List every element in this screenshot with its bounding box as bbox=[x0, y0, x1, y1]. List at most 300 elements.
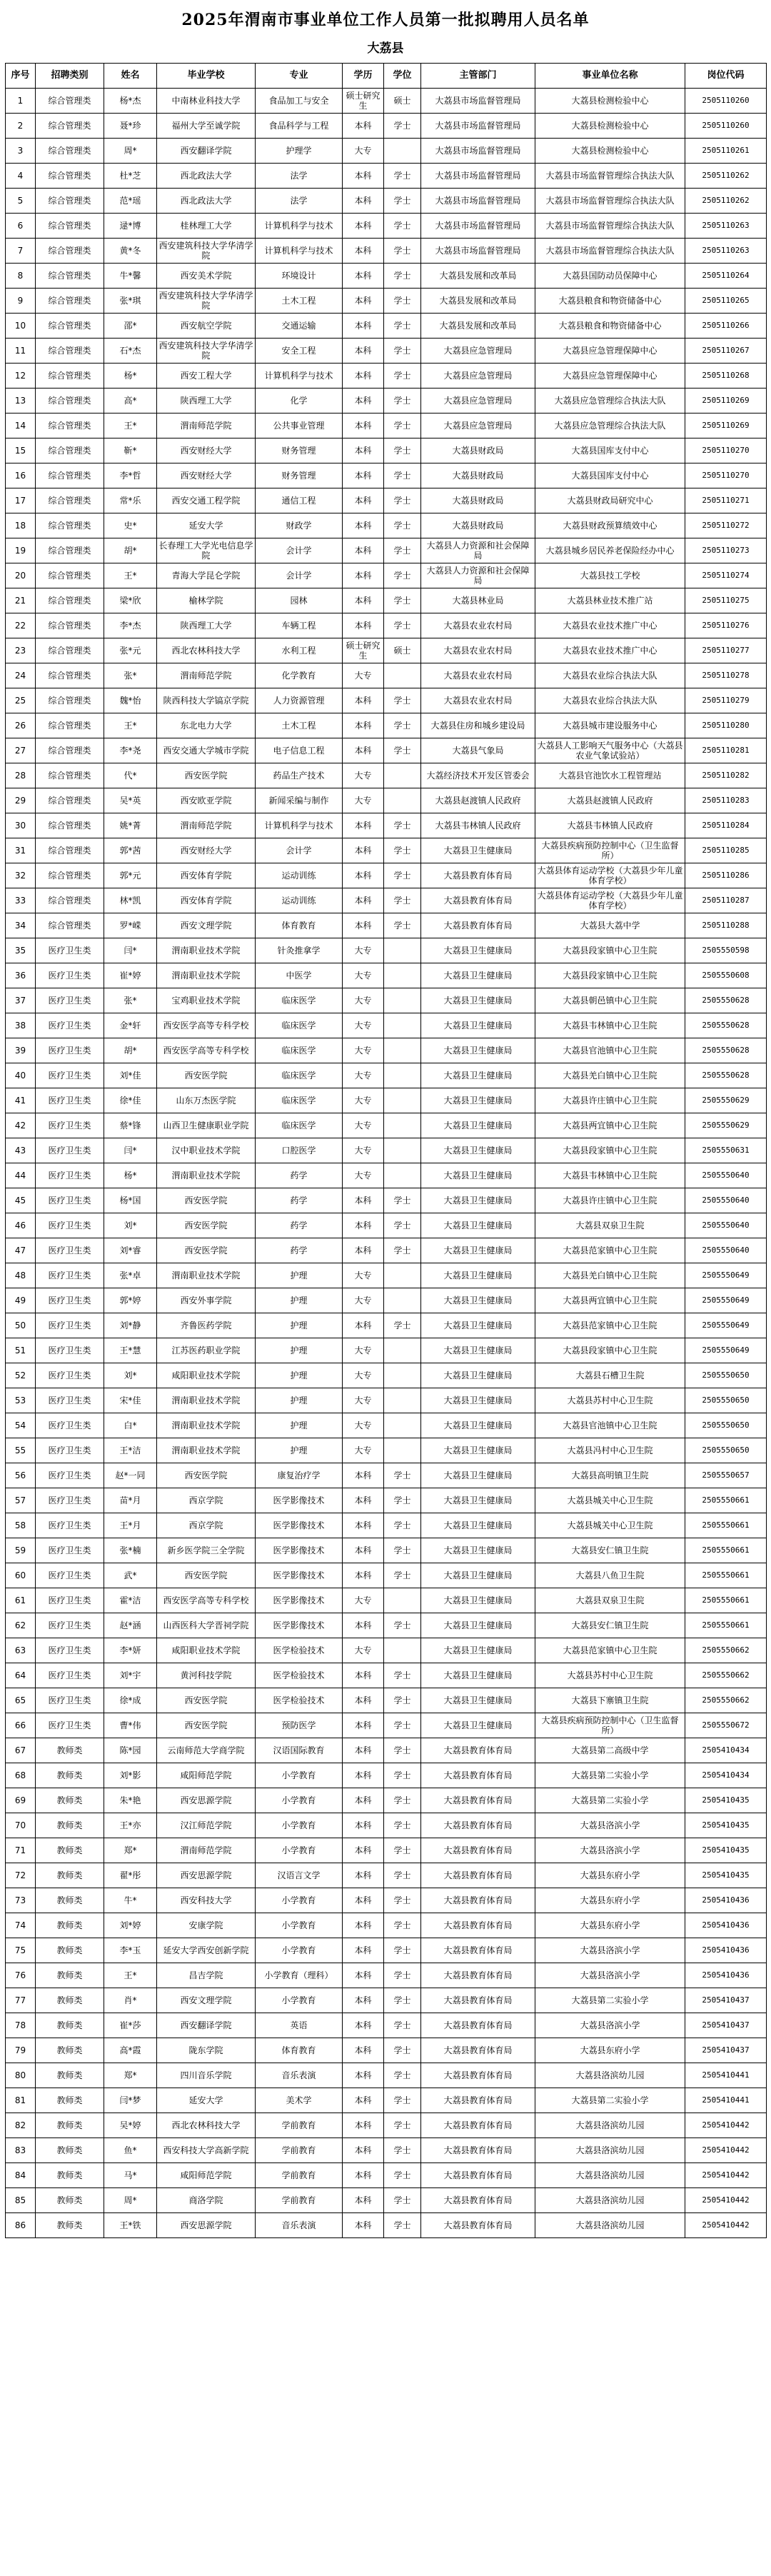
row-degree bbox=[384, 1088, 421, 1113]
table-row bbox=[6, 1763, 767, 1788]
row-index: 27 bbox=[6, 738, 36, 763]
row-school: 西安建筑科技大学华清学院 bbox=[157, 239, 256, 264]
row-unit: 大荔县东府小学 bbox=[535, 1913, 685, 1938]
row-education: 本科 bbox=[343, 264, 384, 289]
row-index: 61 bbox=[6, 1588, 36, 1613]
table-row bbox=[6, 513, 767, 538]
row-category: 医疗卫生类 bbox=[36, 1238, 104, 1263]
row-school: 中南林业科技大学 bbox=[157, 89, 256, 114]
row-name: 苗*月 bbox=[104, 1488, 157, 1513]
row-unit: 大荔县市场监督管理综合执法大队 bbox=[535, 214, 685, 239]
row-major: 小学教育 bbox=[256, 1788, 343, 1813]
row-education: 大专 bbox=[343, 763, 384, 788]
row-department: 大荔县教育体育局 bbox=[421, 1863, 535, 1888]
row-department: 大荔县教育体育局 bbox=[421, 1738, 535, 1763]
row-index: 2 bbox=[6, 114, 36, 139]
row-post-code: 2505110265 bbox=[685, 289, 767, 314]
row-name: 罗*嵘 bbox=[104, 913, 157, 938]
row-post-code: 2505410441 bbox=[685, 2063, 767, 2088]
row-post-code: 2505110263 bbox=[685, 239, 767, 264]
row-department: 大荔县教育体育局 bbox=[421, 2113, 535, 2138]
row-degree bbox=[384, 1338, 421, 1363]
row-unit: 大荔县洛滨幼儿园 bbox=[535, 2113, 685, 2138]
row-major: 汉语国际教育 bbox=[256, 1738, 343, 1763]
row-education: 本科 bbox=[343, 913, 384, 938]
row-category: 综合管理类 bbox=[36, 164, 104, 189]
table-row bbox=[6, 1488, 767, 1513]
row-department: 大荔县韦林镇人民政府 bbox=[421, 813, 535, 838]
row-category: 综合管理类 bbox=[36, 114, 104, 139]
row-index: 32 bbox=[6, 863, 36, 888]
row-category: 教师类 bbox=[36, 1913, 104, 1938]
row-index: 21 bbox=[6, 588, 36, 613]
table-row bbox=[6, 713, 767, 738]
row-department: 大荔县卫生健康局 bbox=[421, 1613, 535, 1638]
row-post-code: 2505550662 bbox=[685, 1688, 767, 1713]
row-category: 教师类 bbox=[36, 1888, 104, 1913]
row-index: 20 bbox=[6, 563, 36, 588]
row-name: 刘*静 bbox=[104, 1313, 157, 1338]
row-name: 武* bbox=[104, 1563, 157, 1588]
row-name: 霍*洁 bbox=[104, 1588, 157, 1613]
row-category: 医疗卫生类 bbox=[36, 988, 104, 1013]
table-header-row bbox=[6, 64, 767, 89]
row-unit: 大荔县韦林镇中心卫生院 bbox=[535, 1013, 685, 1038]
row-index: 55 bbox=[6, 1438, 36, 1463]
row-post-code: 2505110260 bbox=[685, 89, 767, 114]
row-major: 临床医学 bbox=[256, 1013, 343, 1038]
row-department: 大荔县发展和改革局 bbox=[421, 289, 535, 314]
row-name: 徐*成 bbox=[104, 1688, 157, 1713]
row-unit: 大荔县疾病预防控制中心（卫生监督所） bbox=[535, 838, 685, 863]
row-degree bbox=[384, 963, 421, 988]
row-degree: 学士 bbox=[384, 1913, 421, 1938]
row-post-code: 2505110262 bbox=[685, 164, 767, 189]
row-post-code: 2505410442 bbox=[685, 2138, 767, 2163]
row-unit: 大荔县体育运动学校（大荔县少年儿童体育学校） bbox=[535, 888, 685, 913]
row-degree: 学士 bbox=[384, 588, 421, 613]
row-category: 综合管理类 bbox=[36, 713, 104, 738]
table-row bbox=[6, 1263, 767, 1288]
row-school: 渭南师范学院 bbox=[157, 813, 256, 838]
row-post-code: 2505410436 bbox=[685, 1913, 767, 1938]
row-major: 小学教育 bbox=[256, 1813, 343, 1838]
row-unit: 大荔县两宜镇中心卫生院 bbox=[535, 1288, 685, 1313]
row-post-code: 2505110266 bbox=[685, 314, 767, 339]
row-major: 康复治疗学 bbox=[256, 1463, 343, 1488]
row-post-code: 2505410434 bbox=[685, 1738, 767, 1763]
row-unit: 大荔县林业技术推广站 bbox=[535, 588, 685, 613]
row-major: 财务管理 bbox=[256, 438, 343, 463]
row-degree: 学士 bbox=[384, 1188, 421, 1213]
row-degree: 学士 bbox=[384, 1888, 421, 1913]
row-name: 肖* bbox=[104, 1988, 157, 2013]
row-school: 西安医学院 bbox=[157, 1063, 256, 1088]
row-category: 综合管理类 bbox=[36, 688, 104, 713]
row-index: 78 bbox=[6, 2013, 36, 2038]
row-category: 综合管理类 bbox=[36, 139, 104, 164]
row-school: 西京学院 bbox=[157, 1488, 256, 1513]
row-major: 土木工程 bbox=[256, 713, 343, 738]
row-post-code: 2505550650 bbox=[685, 1438, 767, 1463]
row-major: 小学教育 bbox=[256, 1988, 343, 2013]
table-row bbox=[6, 638, 767, 663]
table-row bbox=[6, 364, 767, 389]
row-name: 郑* bbox=[104, 2063, 157, 2088]
row-degree: 学士 bbox=[384, 1238, 421, 1263]
row-degree: 学士 bbox=[384, 364, 421, 389]
row-post-code: 2505550640 bbox=[685, 1163, 767, 1188]
row-major: 小学教育 bbox=[256, 1913, 343, 1938]
row-major: 护理 bbox=[256, 1288, 343, 1313]
row-education: 本科 bbox=[343, 2088, 384, 2113]
row-name: 白* bbox=[104, 1413, 157, 1438]
row-department: 大荔县市场监督管理局 bbox=[421, 114, 535, 139]
row-index: 56 bbox=[6, 1463, 36, 1488]
row-department: 大荔县财政局 bbox=[421, 463, 535, 488]
row-name: 郭*元 bbox=[104, 863, 157, 888]
row-education: 本科 bbox=[343, 1688, 384, 1713]
row-unit: 大荔县范家镇中心卫生院 bbox=[535, 1313, 685, 1338]
row-unit: 大荔县东府小学 bbox=[535, 1888, 685, 1913]
row-degree bbox=[384, 1363, 421, 1388]
row-school: 陕西理工大学 bbox=[157, 613, 256, 638]
row-department: 大荔县卫生健康局 bbox=[421, 1138, 535, 1163]
row-major: 小学教育 bbox=[256, 1838, 343, 1863]
table-row bbox=[6, 1813, 767, 1838]
row-category: 综合管理类 bbox=[36, 513, 104, 538]
row-department: 大荔县卫生健康局 bbox=[421, 1088, 535, 1113]
row-name: 张*琪 bbox=[104, 289, 157, 314]
row-department: 大荔县市场监督管理局 bbox=[421, 164, 535, 189]
row-post-code: 2505410441 bbox=[685, 2088, 767, 2113]
row-department: 大荔县教育体育局 bbox=[421, 2213, 535, 2238]
row-degree: 学士 bbox=[384, 1788, 421, 1813]
row-school: 西北农林科技大学 bbox=[157, 638, 256, 663]
row-index: 13 bbox=[6, 389, 36, 414]
header-department: 主管部门 bbox=[421, 64, 535, 89]
header-major: 专业 bbox=[256, 64, 343, 89]
row-major: 护理 bbox=[256, 1313, 343, 1338]
table-row bbox=[6, 2088, 767, 2113]
row-department: 大荔县卫生健康局 bbox=[421, 988, 535, 1013]
row-department: 大荔县卫生健康局 bbox=[421, 1488, 535, 1513]
row-degree: 学士 bbox=[384, 414, 421, 438]
table-row bbox=[6, 1238, 767, 1263]
row-department: 大荔县卫生健康局 bbox=[421, 963, 535, 988]
row-department: 大荔县林业局 bbox=[421, 588, 535, 613]
row-unit: 大荔县洛滨小学 bbox=[535, 1938, 685, 1963]
row-index: 79 bbox=[6, 2038, 36, 2063]
table-row bbox=[6, 1688, 767, 1713]
row-major: 医学影像技术 bbox=[256, 1488, 343, 1513]
table-row bbox=[6, 488, 767, 513]
row-major: 会计学 bbox=[256, 563, 343, 588]
row-education: 本科 bbox=[343, 1863, 384, 1888]
row-degree bbox=[384, 1163, 421, 1188]
header-post-code: 岗位代码 bbox=[685, 64, 767, 89]
row-post-code: 2505110275 bbox=[685, 588, 767, 613]
row-department: 大荔县教育体育局 bbox=[421, 863, 535, 888]
row-unit: 大荔县粮食和物资储备中心 bbox=[535, 289, 685, 314]
row-post-code: 2505550661 bbox=[685, 1538, 767, 1563]
row-major: 医学影像技术 bbox=[256, 1563, 343, 1588]
row-degree: 学士 bbox=[384, 2138, 421, 2163]
row-school: 西安外事学院 bbox=[157, 1288, 256, 1313]
row-index: 85 bbox=[6, 2188, 36, 2213]
row-major: 法学 bbox=[256, 189, 343, 214]
table-row bbox=[6, 588, 767, 613]
row-post-code: 2505550640 bbox=[685, 1213, 767, 1238]
row-education: 大专 bbox=[343, 1113, 384, 1138]
row-major: 音乐表演 bbox=[256, 2063, 343, 2088]
table-row bbox=[6, 1563, 767, 1588]
row-name: 石*杰 bbox=[104, 339, 157, 364]
row-category: 医疗卫生类 bbox=[36, 1038, 104, 1063]
row-name: 闫*梦 bbox=[104, 2088, 157, 2113]
row-index: 31 bbox=[6, 838, 36, 863]
row-category: 医疗卫生类 bbox=[36, 1138, 104, 1163]
row-name: 王*洁 bbox=[104, 1438, 157, 1463]
row-post-code: 2505550661 bbox=[685, 1488, 767, 1513]
header-degree: 学位 bbox=[384, 64, 421, 89]
row-school: 榆林学院 bbox=[157, 588, 256, 613]
row-degree: 学士 bbox=[384, 2113, 421, 2138]
row-school: 西安体育学院 bbox=[157, 888, 256, 913]
row-department: 大荔县教育体育局 bbox=[421, 913, 535, 938]
row-name: 邵* bbox=[104, 314, 157, 339]
row-department: 大荔县市场监督管理局 bbox=[421, 239, 535, 264]
row-department: 大荔县财政局 bbox=[421, 488, 535, 513]
row-school: 西安医学院 bbox=[157, 1213, 256, 1238]
row-education: 本科 bbox=[343, 1938, 384, 1963]
row-major: 运动训练 bbox=[256, 888, 343, 913]
row-unit: 大荔县第二实验小学 bbox=[535, 1788, 685, 1813]
row-category: 医疗卫生类 bbox=[36, 1613, 104, 1638]
row-school: 西安医学高等专科学校 bbox=[157, 1013, 256, 1038]
row-education: 本科 bbox=[343, 1488, 384, 1513]
row-post-code: 2505110284 bbox=[685, 813, 767, 838]
row-department: 大荔县应急管理局 bbox=[421, 389, 535, 414]
row-unit: 大荔县农业技术推广中心 bbox=[535, 638, 685, 663]
row-department: 大荔县教育体育局 bbox=[421, 1763, 535, 1788]
row-department: 大荔县农业农村局 bbox=[421, 613, 535, 638]
table-row bbox=[6, 938, 767, 963]
table-row bbox=[6, 1438, 767, 1463]
row-department: 大荔县教育体育局 bbox=[421, 2013, 535, 2038]
row-degree bbox=[384, 788, 421, 813]
row-name: 靳* bbox=[104, 438, 157, 463]
row-department: 大荔县卫生健康局 bbox=[421, 1538, 535, 1563]
row-category: 教师类 bbox=[36, 2063, 104, 2088]
row-education: 大专 bbox=[343, 1263, 384, 1288]
row-name: 张*楠 bbox=[104, 1538, 157, 1563]
row-degree: 硕士 bbox=[384, 89, 421, 114]
row-index: 18 bbox=[6, 513, 36, 538]
row-post-code: 2505110268 bbox=[685, 364, 767, 389]
row-major: 音乐表演 bbox=[256, 2213, 343, 2238]
table-row bbox=[6, 913, 767, 938]
row-category: 医疗卫生类 bbox=[36, 1563, 104, 1588]
row-school: 渭南职业技术学院 bbox=[157, 1163, 256, 1188]
row-school: 渭南职业技术学院 bbox=[157, 963, 256, 988]
row-education: 本科 bbox=[343, 863, 384, 888]
row-index: 38 bbox=[6, 1013, 36, 1038]
table-row bbox=[6, 1188, 767, 1213]
row-degree: 学士 bbox=[384, 488, 421, 513]
row-index: 54 bbox=[6, 1413, 36, 1438]
row-degree: 学士 bbox=[384, 1763, 421, 1788]
row-name: 李*玉 bbox=[104, 1938, 157, 1963]
row-degree: 学士 bbox=[384, 289, 421, 314]
row-category: 教师类 bbox=[36, 1788, 104, 1813]
row-education: 大专 bbox=[343, 139, 384, 164]
row-index: 71 bbox=[6, 1838, 36, 1863]
row-name: 李*妍 bbox=[104, 1638, 157, 1663]
row-post-code: 2505410435 bbox=[685, 1838, 767, 1863]
row-category: 医疗卫生类 bbox=[36, 1163, 104, 1188]
row-name: 范*瑶 bbox=[104, 189, 157, 214]
row-school: 渭南师范学院 bbox=[157, 414, 256, 438]
row-degree bbox=[384, 1063, 421, 1088]
row-education: 本科 bbox=[343, 1813, 384, 1838]
row-name: 王* bbox=[104, 414, 157, 438]
row-name: 王*慧 bbox=[104, 1338, 157, 1363]
row-degree bbox=[384, 1388, 421, 1413]
row-school: 西安建筑科技大学华清学院 bbox=[157, 289, 256, 314]
row-index: 19 bbox=[6, 538, 36, 563]
row-post-code: 2505550631 bbox=[685, 1138, 767, 1163]
row-name: 杜*芝 bbox=[104, 164, 157, 189]
row-category: 医疗卫生类 bbox=[36, 1688, 104, 1713]
table-row bbox=[6, 463, 767, 488]
row-department: 大荔县卫生健康局 bbox=[421, 1113, 535, 1138]
row-post-code: 2505110274 bbox=[685, 563, 767, 588]
row-post-code: 2505550649 bbox=[685, 1288, 767, 1313]
row-post-code: 2505550657 bbox=[685, 1463, 767, 1488]
row-post-code: 2505550598 bbox=[685, 938, 767, 963]
row-degree: 学士 bbox=[384, 1713, 421, 1738]
row-category: 教师类 bbox=[36, 1738, 104, 1763]
row-category: 医疗卫生类 bbox=[36, 1113, 104, 1138]
row-department: 大荔县教育体育局 bbox=[421, 2138, 535, 2163]
row-index: 36 bbox=[6, 963, 36, 988]
row-name: 吴*婷 bbox=[104, 2113, 157, 2138]
row-school: 西北政法大学 bbox=[157, 164, 256, 189]
row-school: 西安医学院 bbox=[157, 1713, 256, 1738]
row-index: 50 bbox=[6, 1313, 36, 1338]
row-department: 大荔县卫生健康局 bbox=[421, 838, 535, 863]
row-education: 本科 bbox=[343, 239, 384, 264]
row-degree: 学士 bbox=[384, 1863, 421, 1888]
row-unit: 大荔县城乡居民养老保险经办中心 bbox=[535, 538, 685, 563]
row-index: 23 bbox=[6, 638, 36, 663]
table-row bbox=[6, 1713, 767, 1738]
table-row bbox=[6, 414, 767, 438]
row-category: 医疗卫生类 bbox=[36, 1588, 104, 1613]
table-row bbox=[6, 1413, 767, 1438]
row-unit: 大荔县第二实验小学 bbox=[535, 1763, 685, 1788]
row-school: 山西医科大学晋祠学院 bbox=[157, 1613, 256, 1638]
row-major: 口腔医学 bbox=[256, 1138, 343, 1163]
row-degree bbox=[384, 1288, 421, 1313]
row-school: 西北农林科技大学 bbox=[157, 2113, 256, 2138]
row-index: 53 bbox=[6, 1388, 36, 1413]
table-row bbox=[6, 1363, 767, 1388]
row-education: 本科 bbox=[343, 513, 384, 538]
row-major: 人力资源管理 bbox=[256, 688, 343, 713]
row-category: 综合管理类 bbox=[36, 89, 104, 114]
table-row bbox=[6, 139, 767, 164]
row-department: 大荔县财政局 bbox=[421, 513, 535, 538]
row-school: 山西卫生健康职业学院 bbox=[157, 1113, 256, 1138]
row-school: 渭南师范学院 bbox=[157, 1838, 256, 1863]
row-index: 15 bbox=[6, 438, 36, 463]
row-department: 大荔县市场监督管理局 bbox=[421, 189, 535, 214]
row-post-code: 2505110282 bbox=[685, 763, 767, 788]
row-index: 75 bbox=[6, 1938, 36, 1963]
row-post-code: 2505410435 bbox=[685, 1788, 767, 1813]
row-post-code: 2505110270 bbox=[685, 463, 767, 488]
row-index: 62 bbox=[6, 1613, 36, 1638]
row-post-code: 2505110272 bbox=[685, 513, 767, 538]
row-name: 张*元 bbox=[104, 638, 157, 663]
row-education: 本科 bbox=[343, 2038, 384, 2063]
row-unit: 大荔县应急管理综合执法大队 bbox=[535, 414, 685, 438]
row-index: 22 bbox=[6, 613, 36, 638]
row-education: 本科 bbox=[343, 738, 384, 763]
table-row bbox=[6, 2038, 767, 2063]
row-education: 本科 bbox=[343, 2213, 384, 2238]
row-name: 王*亦 bbox=[104, 1813, 157, 1838]
table-row bbox=[6, 888, 767, 913]
row-education: 本科 bbox=[343, 2163, 384, 2188]
row-unit: 大荔县农业综合执法大队 bbox=[535, 663, 685, 688]
row-major: 法学 bbox=[256, 164, 343, 189]
row-category: 教师类 bbox=[36, 1988, 104, 2013]
row-post-code: 2505550640 bbox=[685, 1188, 767, 1213]
row-post-code: 2505410435 bbox=[685, 1863, 767, 1888]
row-index: 57 bbox=[6, 1488, 36, 1513]
row-department: 大荔县人力资源和社会保障局 bbox=[421, 538, 535, 563]
row-category: 综合管理类 bbox=[36, 813, 104, 838]
row-education: 本科 bbox=[343, 1763, 384, 1788]
row-category: 综合管理类 bbox=[36, 863, 104, 888]
row-category: 医疗卫生类 bbox=[36, 1538, 104, 1563]
row-major: 医学影像技术 bbox=[256, 1513, 343, 1538]
row-unit: 大荔县体育运动学校（大荔县少年儿童体育学校） bbox=[535, 863, 685, 888]
row-index: 86 bbox=[6, 2213, 36, 2238]
row-unit: 大荔县洛滨幼儿园 bbox=[535, 2138, 685, 2163]
row-unit: 大荔县农业综合执法大队 bbox=[535, 688, 685, 713]
row-degree: 学士 bbox=[384, 1513, 421, 1538]
row-unit: 大荔县范家镇中心卫生院 bbox=[535, 1238, 685, 1263]
table-row bbox=[6, 2063, 767, 2088]
row-education: 本科 bbox=[343, 1613, 384, 1638]
row-school: 东北电力大学 bbox=[157, 713, 256, 738]
row-post-code: 2505550649 bbox=[685, 1313, 767, 1338]
row-post-code: 2505110262 bbox=[685, 189, 767, 214]
row-index: 24 bbox=[6, 663, 36, 688]
row-post-code: 2505550629 bbox=[685, 1088, 767, 1113]
row-major: 学前教育 bbox=[256, 2163, 343, 2188]
row-post-code: 2505110283 bbox=[685, 788, 767, 813]
row-education: 本科 bbox=[343, 189, 384, 214]
row-category: 综合管理类 bbox=[36, 563, 104, 588]
row-index: 81 bbox=[6, 2088, 36, 2113]
row-post-code: 2505550628 bbox=[685, 1063, 767, 1088]
row-degree: 学士 bbox=[384, 389, 421, 414]
